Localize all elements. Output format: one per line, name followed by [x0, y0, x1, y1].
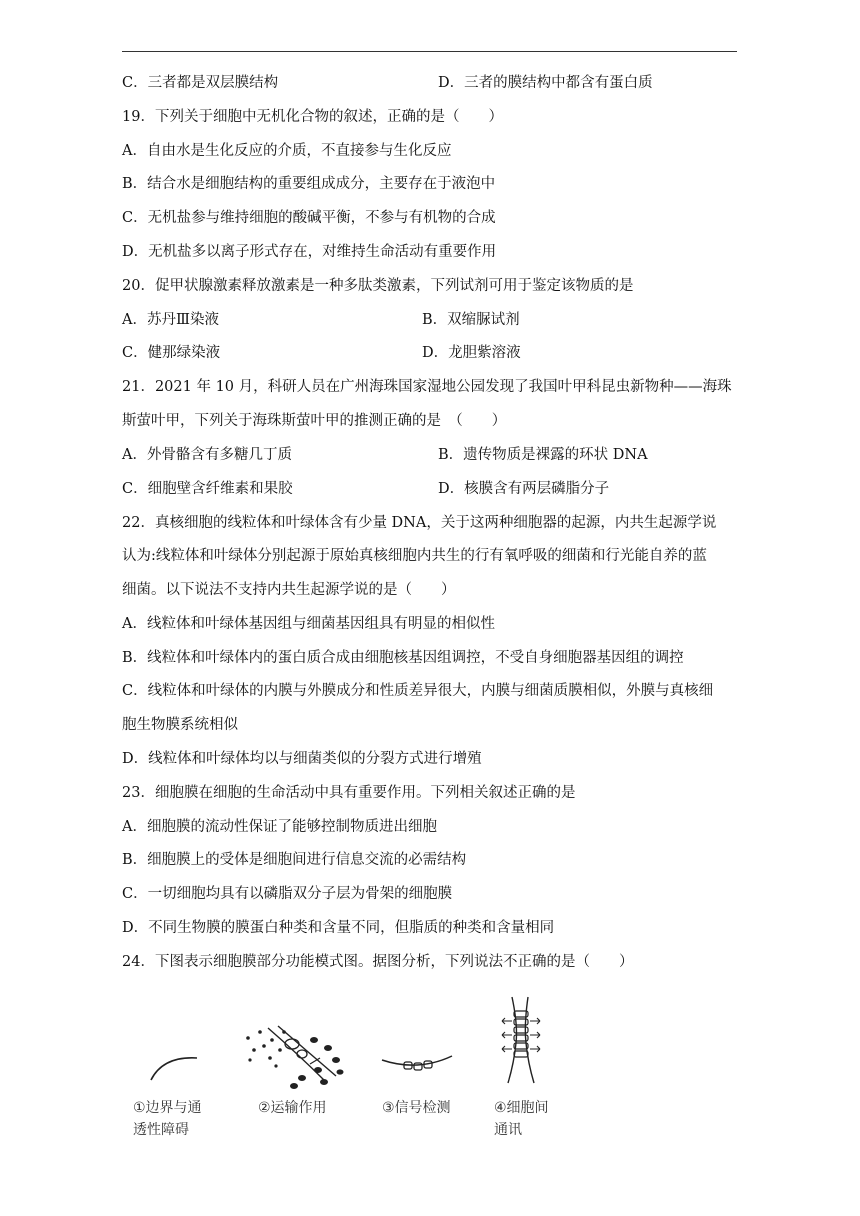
- transport-figure: [240, 1018, 350, 1093]
- q24-stem: 24．下图表示细胞膜部分功能模式图。据图分析，下列说法不正确的是（ ）: [122, 954, 634, 970]
- cell-communication-figure: [492, 995, 552, 1085]
- q22-option-c-line1[interactable]: C．线粒体和叶绿体的内膜与外膜成分和性质差异很大，内膜与细菌质膜相似，外膜与真核细: [122, 683, 714, 699]
- q22-option-c-line2[interactable]: 胞生物膜系统相似: [122, 717, 238, 733]
- q19-option-a[interactable]: A．自由水是生化反应的介质，不直接参与生化反应: [122, 143, 452, 159]
- q21-option-b[interactable]: B．遗传物质是裸露的环状 DNA: [438, 447, 648, 463]
- membrane-boundary-figure: [145, 1050, 205, 1085]
- q20-option-c[interactable]: C．健那绿染液: [122, 345, 221, 361]
- q23-option-b[interactable]: B．细胞膜上的受体是细胞间进行信息交流的必需结构: [122, 852, 467, 868]
- q20-option-a[interactable]: A．苏丹Ⅲ染液: [122, 312, 219, 328]
- q19-option-d[interactable]: D．无机盐多以离子形式存在，对维持生命活动有重要作用: [122, 244, 497, 260]
- figure-label-4: ④细胞间 通讯: [494, 1100, 549, 1138]
- q19-option-b[interactable]: B．结合水是细胞结构的重要组成成分，主要存在于液泡中: [122, 176, 496, 192]
- q21-option-a[interactable]: A．外骨骼含有多糖几丁质: [122, 447, 292, 463]
- q23-option-c[interactable]: C．一切细胞均具有以磷脂双分子层为骨架的细胞膜: [122, 886, 453, 902]
- q21-option-d[interactable]: D．核膜含有两层磷脂分子: [438, 481, 610, 497]
- q18-option-row: [122, 73, 653, 93]
- q18-option-d[interactable]: D．三者的膜结构中都含有蛋白质: [438, 75, 653, 91]
- q21-option-c[interactable]: C．细胞壁含纤维素和果胶: [122, 481, 293, 497]
- header-rule: [122, 51, 737, 52]
- q18-option-c[interactable]: C．三者都是双层膜结构: [122, 75, 279, 91]
- figure-label-2: ②运输作用: [258, 1100, 327, 1116]
- q22-option-d[interactable]: D．线粒体和叶绿体均以与细菌类似的分裂方式进行增殖: [122, 751, 482, 767]
- q20-option-row-ab: [122, 310, 520, 330]
- signal-detection-figure: [380, 1050, 455, 1080]
- q23-option-a[interactable]: A．细胞膜的流动性保证了能够控制物质进出细胞: [122, 819, 437, 835]
- q21-stem-line2: 斯萤叶甲，下列关于海珠斯萤叶甲的推测正确的是 （ ）: [122, 413, 507, 429]
- q22-option-a[interactable]: A．线粒体和叶绿体基因组与细菌基因组具有明显的相似性: [122, 616, 495, 632]
- q20-stem: 20．促甲状腺激素释放激素是一种多肽类激素，下列试剂可用于鉴定该物质的是: [122, 278, 634, 294]
- figure-label-3: ③信号检测: [382, 1100, 451, 1116]
- q21-option-row-ab: [122, 445, 648, 465]
- q20-option-d[interactable]: D．龙胆紫溶液: [422, 345, 521, 361]
- q22-stem-line1: 22．真核细胞的线粒体和叶绿体含有少量 DNA，关于这两种细胞器的起源，内共生起源学说: [122, 515, 717, 531]
- q21-stem-line1: 21．2021 年 10 月，科研人员在广州海珠国家湿地公园发现了我国叶甲科昆虫新物种——海珠: [122, 379, 732, 395]
- q20-option-row-cd: [122, 343, 521, 363]
- q20-option-b[interactable]: B．双缩脲试剂: [422, 312, 520, 328]
- q22-stem-line2: 认为:线粒体和叶绿体分别起源于原始真核细胞内共生的行有氧呼吸的细菌和行光能自养的蓝: [122, 548, 707, 564]
- q23-stem: 23．细胞膜在细胞的生命活动中具有重要作用。下列相关叙述正确的是: [122, 785, 576, 801]
- q19-option-c[interactable]: C．无机盐参与维持细胞的酸碱平衡，不参与有机物的合成: [122, 210, 496, 226]
- figure-label-1: ①边界与通 透性障碍: [133, 1100, 202, 1138]
- q22-stem-line3: 细菌。以下说法不支持内共生起源学说的是（ ）: [122, 582, 456, 598]
- q23-option-d[interactable]: D．不同生物膜的膜蛋白种类和含量不同，但脂质的种类和含量相同: [122, 920, 555, 936]
- q22-option-b[interactable]: B．线粒体和叶绿体内的蛋白质合成由细胞核基因组调控，不受自身细胞器基因组的调控: [122, 650, 684, 666]
- q21-option-row-cd: [122, 479, 610, 499]
- q19-stem: 19．下列关于细胞中无机化合物的叙述，正确的是（ ）: [122, 109, 503, 125]
